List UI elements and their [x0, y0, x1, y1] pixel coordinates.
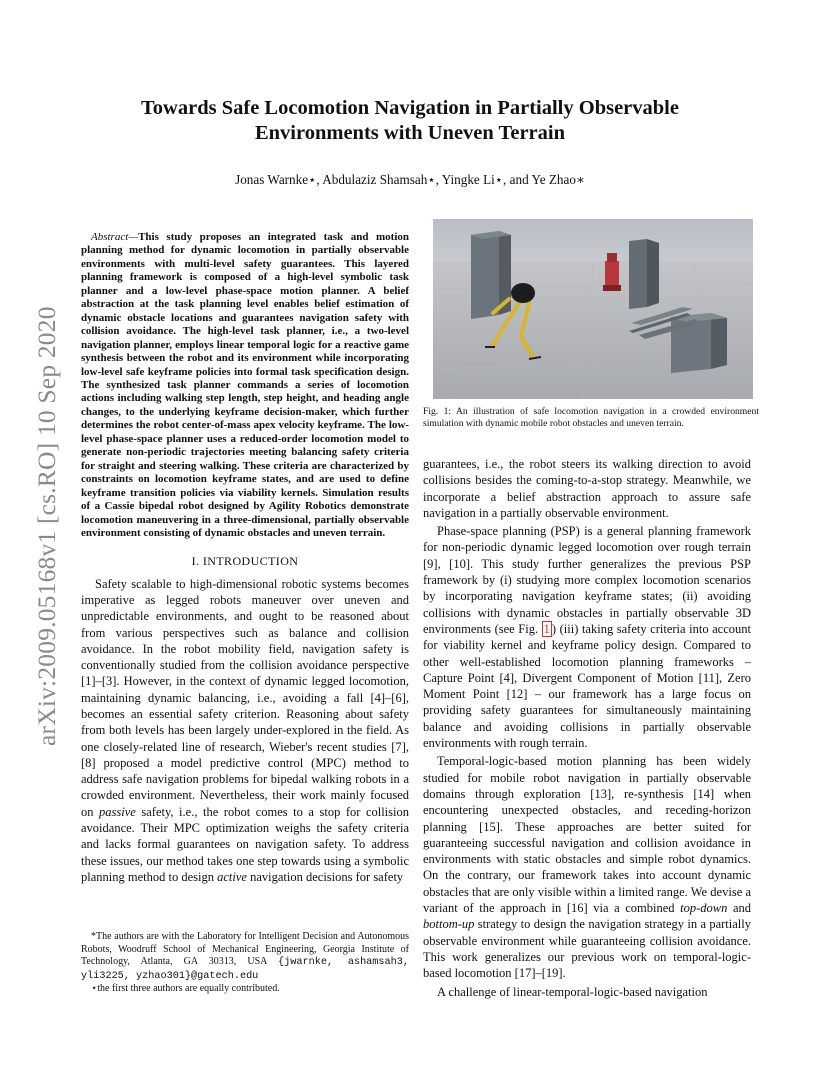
arxiv-identifier: arXiv:2009.05168v1 [cs.RO] 10 Sep 2020	[32, 306, 61, 746]
intro-emph-passive: passive	[99, 804, 136, 819]
footnote-affiliation	[81, 931, 409, 983]
footnote-equal-contribution: ⋆the first three authors are equally contributed.	[91, 983, 280, 994]
tall-block-left	[471, 231, 511, 319]
abstract-body: This study proposes an integrated task and motion planning method for dynamic locomotion in partially observable environments with multi-level safety guarantees. This layered planning framework is composed of a high-level symbolic task planner and a low-level phase-space motion planner. A belief abstraction at the task planning level enables belief estimation of dynamic obstacle locations and guarantees navigation safety with collision avoidance. The high-level task planner, i.e., a two-level navigation planner, employs linear temporal logic for a reactive game synthesis between the robot and its environment while incorporating low-level safe keyframe policies into formal task specification design. The synthesized task planner commands a series of locomotion actions including walking step length, step height, and heading angle changes, to the underlying keyframe decision-maker, which further determines the robot center-of-mass apex velocity keyframe. The low-level phase-space planner uses a reduced-order locomotion model to generate non-periodic trajectories meeting balancing safety criteria for straight and steering walking. These criteria are characterized by constraints on locomotion keyframe states, and are used to define keyframe transition policies via viability kernels. Simulation results of a Cassie bipedal robot designed by Agility Robotics demonstrate locomotion maneuvering in a three-dimensional, partially observable environment consisting of dynamic obstacles and uneven terrain.	[81, 231, 409, 539]
right-paragraph-continued: guarantees, i.e., the robot steers its walking direction to avoid collisions besides the coming-to-a-stop strategy. Meanwhile, we incorporate a belief abstraction approach to assure safe navigation in a partially observable environment.	[423, 457, 751, 520]
para-text: strategy to design the navigation strategy in a partially observable environment while guaranteeing collision avoidance. This work generalizes our previous work on temporal-logic-based locomotion [17]–[19].	[423, 917, 751, 981]
section-heading: I. INTRODUCTION	[191, 554, 299, 569]
figure-simulation-render	[433, 219, 753, 399]
intro-text: safety, i.e., the robot comes to a stop for collision avoidance. Their MPC optimization weighs the safety criteria and lacks formal guarantees on navigation safety. To address these issues, our method takes one step towards using a symbolic planning method to design	[81, 804, 409, 884]
intro-emph-active: active	[217, 869, 247, 884]
emph-top-down: top-down	[680, 901, 728, 916]
title-line-2: Environments with Uneven Terrain	[254, 122, 565, 144]
footnote-text: *The authors are with the Laboratory for Intelligent Decision and Autonomous Robots, Woodruff School of Mechanical Engineering, Georgia Institute of Technology, Atlanta, GA 30313, USA	[81, 931, 409, 967]
para-text: and	[727, 901, 751, 916]
para-text: Phase-space planning (PSP) is a general planning framework for non-periodic dynamic legged locomotion over rough terrain [9], [10]. This study further generalizes the previous PSP framework by (i) studying more complex locomotion scenarios by incorporating navigation keyframe states; (ii) avoiding collisions with dynamic obstacles in partially observable 3D environments (see Fig.	[423, 524, 751, 636]
right-paragraph-challenge: A challenge of linear-temporal-logic-based navigation	[437, 984, 708, 999]
paper-title	[100, 96, 720, 146]
intro-paragraph	[81, 576, 409, 886]
left-column	[81, 220, 409, 885]
footnotes	[81, 931, 409, 996]
right-paragraph-temporal-logic	[423, 753, 751, 981]
para-text: Temporal-logic-based motion planning has been widely studied for mobile robot navigation in partially observable domains through exploration [13], re-synthesis [14] when encountering unexpected obstacles, and receding-horizon planning [15]. These approaches are better suited for guaranteeing successful navigation and collision avoidance in environments with static obstacles and simple robot dynamics. On the contrary, our framework takes into account dynamic obstacles that are only visible within a limited range. We devise a variant of the approach in [16] via a combined	[423, 754, 751, 916]
right-paragraph-psp	[423, 523, 751, 751]
figure-caption: Fig. 1: An illustration of safe locomotion navigation in a crowded environment simulation with dynamic mobile robot obstacles and uneven terrain.	[423, 406, 759, 430]
right-column	[423, 456, 751, 1000]
footnote-emails: {jwarnke, ashamsah3, yli3225, yzhao301}@gatech.edu	[81, 957, 409, 982]
figure-reference-link[interactable]: 1	[543, 621, 550, 636]
para-text: ) (iii) taking safety criteria into account for viability kernel and keyframe policy design. Compared to other well-established locomotion planning frameworks – Capture Point [4], Divergent Component of Motion [11], Zero Moment Point [12] – our framework has a large focus on providing safety guarantees for simultaneously maintaining balance and avoiding collisions in partially observable environments with rough terrain.	[423, 621, 752, 751]
intro-text: navigation decisions for safety	[246, 869, 404, 884]
cassie-pelvis	[511, 283, 535, 303]
author-list: Jonas Warnke⋆, Abdulaziz Shamsah⋆, Yingke Li⋆, and Ye Zhao∗	[235, 172, 585, 187]
abstract	[81, 231, 409, 540]
title-line-1: Towards Safe Locomotion Navigation in Partially Observable	[141, 97, 679, 119]
abstract-lead: Abstract—	[91, 231, 139, 243]
arxiv-side-stamp	[8, 282, 68, 802]
tall-block-right	[629, 239, 659, 309]
emph-bottom-up: bottom-up	[423, 917, 475, 932]
intro-text: Safety scalable to high-dimensional robotic systems becomes imperative as legged robots maneuver over uneven and unpredictable environments, and ought to be reasoned about from various perspectives such as balance and collision avoidance. In the robot mobility field, navigation safety is conventionally studied from the collision avoidance perspective [1]–[3]. However, in the context of dynamic legged locomotion, maintaining dynamic balancing, i.e., avoiding a fall [4]–[6], becomes an essential safety criterion. Reasoning about safety from both levels has been largely under-explored in the field. As one closely-related line of research, Wieber's recent studies [7], [8] proposed a model predictive control (MPC) method to address safe navigation problems for bipedal walking robots in a crowded environment. Nevertheless, their work mainly focused on	[81, 576, 409, 819]
